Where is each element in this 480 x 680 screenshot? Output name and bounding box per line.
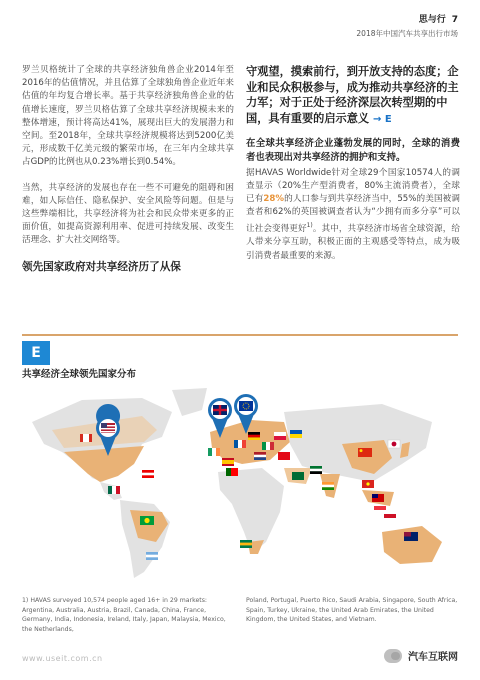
left-column	[22, 64, 234, 274]
wechat-icon	[384, 649, 402, 663]
left-heading: 领先国家政府对共享经济历了从保	[22, 260, 181, 273]
right-body	[246, 167, 460, 263]
left-paragraph-2: 当然，共享经济的发展也存在一些不可避免的阻碍和困难，如人际信任、隐私保护、安全风险等问题。但是与这些弊端相比，共享经济将为社会和民众带来更多的正面价值，如提高资源利用率、促进可持续发展、改变生活理念、扩大社交网络等。	[22, 182, 234, 246]
page-header	[356, 12, 458, 39]
watermark: www.useit.com.cn	[22, 654, 103, 663]
right-body-part2: 的人口参与到共享经济当中，55%的美国被调查者和62%的英国被调查者认为“少拥有而多分享”可以让社会变得更好	[246, 194, 460, 235]
right-emphasis: 在全球共享经济企业蓬勃发展的同时，全球的消费者也表现出对共享经济的拥护和支持。	[246, 138, 460, 163]
section-divider	[22, 334, 458, 336]
map-title: 共享经济全球领先国家分布	[22, 369, 137, 380]
right-body-part3: 。其中，共享经济市场省全球资源，给人带来分享互助，积极正面的主观感受等特点，成为吸引消费者最重要的来源。	[246, 224, 460, 261]
section-badge: E	[22, 341, 50, 365]
footnote-right: Poland, Portugal, Puerto Rico, Saudi Arabia, Singapore, South Africa, Spain, Turkey, Ukraine, the United Arab Emirates, the United Kingdom, the United States, and Vietnam.	[246, 597, 458, 623]
page-number: 7	[451, 15, 458, 25]
footnote-ref: 1)	[306, 222, 313, 230]
header-subtitle: 2018年中国汽车共享出行市场	[356, 29, 458, 38]
australia-highlight	[382, 526, 442, 564]
right-lead	[246, 64, 460, 127]
greenland	[172, 388, 207, 416]
usa-highlight	[64, 446, 144, 482]
highlight-percent: 28%	[263, 194, 284, 204]
right-column	[246, 64, 460, 275]
wechat-account-name: 汽车互联网	[408, 652, 458, 663]
world-map	[22, 382, 458, 588]
right-lead-text: 守观望，摸索前行，到开放支持的态度；企业和民众积极参与，成为推动共享经济的主力军；对于正处于经济深层次转型期的中国，具有重要的启示意义	[246, 65, 459, 125]
brand-title	[356, 12, 458, 25]
footnote-left: 1) HAVAS surveyed 10,574 people aged 16+ in 29 markets: Argentina, Australia, Austria, Brazil, Canada, China, France, Germany, India, Indonesia, Ireland, Italy, Japan, Malaysia, Mexico, the Netherlands,	[22, 597, 226, 633]
lead-arrow-link[interactable]: → E	[372, 113, 392, 125]
wechat-account-badge	[384, 648, 458, 663]
right-body-part1: 据HAVAS Worldwide针对全球29个国家10574人的调查显示（20%生产型消费者，80%主流消费者），全球已有	[246, 167, 460, 204]
left-paragraph-1: 罗兰贝格统计了全球的共享经济独角兽企业2014年至2016年的估值情况，并且估算了全球独角兽企业近年来估值的年均复合增长率。基于共享经济独角兽企业的估值增长速度，罗兰贝格估算了全球共享经济规模未来的整体增速，预计将高达41%，展现出巨大的发展潜力和空间。至2018年，全球共享经济规模将达到5200亿美元，形成数千亿美元级的繁荣市场，在三年内全球共享占GDP的比例也从0.23%增长到0.54%。	[22, 65, 234, 168]
brand-name: 思与行	[418, 15, 446, 25]
